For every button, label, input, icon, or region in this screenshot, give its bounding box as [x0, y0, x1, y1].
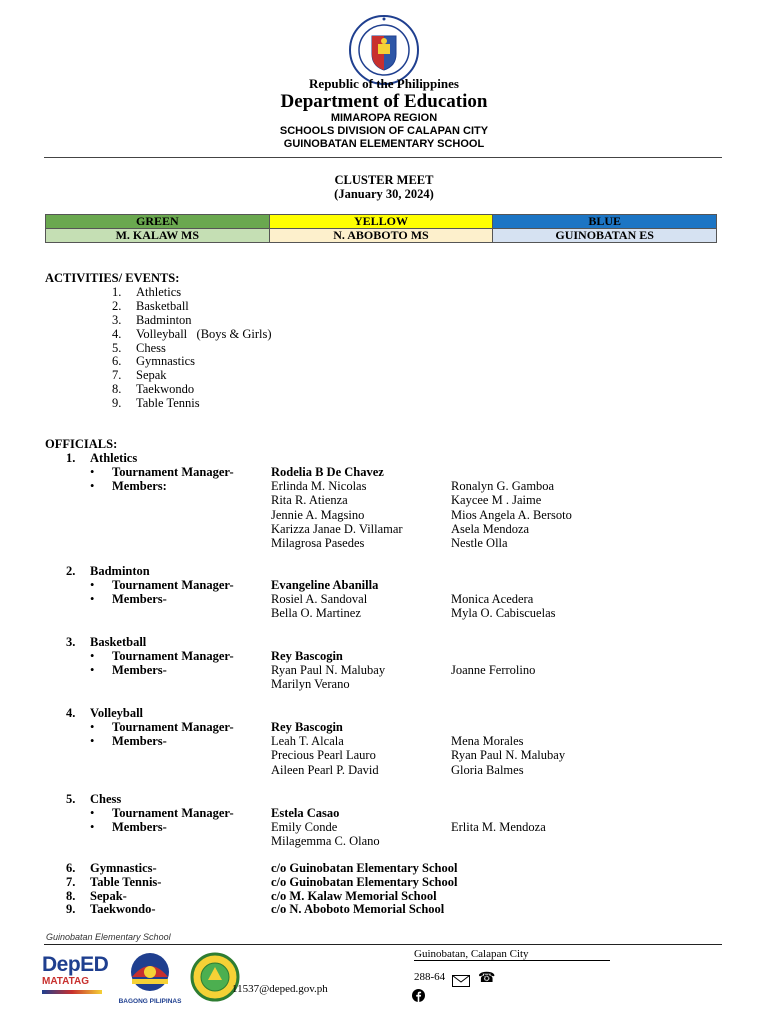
team-green-school: M. KALAW MS	[46, 229, 270, 243]
region-line: MIMAROPA REGION	[330, 112, 438, 124]
list-item: 4. Volleyball (Boys & Girls)	[112, 326, 272, 341]
list-item: 7. Table Tennis- c/o Guinobatan Elementary School	[66, 874, 458, 889]
list-item: 9. Taekwondo- c/o N. Aboboto Memorial School	[66, 902, 445, 917]
mail-icon[interactable]	[452, 974, 470, 992]
doc-title: CLUSTER MEET	[334, 173, 434, 187]
footer-email[interactable]: 11537@deped.gov.ph	[232, 983, 328, 995]
members-row: • Members: Erlinda M. Nicolas Ronalyn G. Gamboa	[90, 479, 555, 494]
section-title: 5. Chess	[66, 792, 122, 806]
doc-date: (January 30, 2024)	[334, 187, 434, 201]
members-row: • Members- Leah T. Alcala Mena Morales	[90, 734, 524, 749]
officials-section-badminton	[66, 564, 726, 621]
tm-row: • Tournament Manager- Rodelia B De Chavez	[90, 465, 384, 479]
team-school-row	[46, 229, 717, 243]
team-green-color: GREEN	[46, 215, 270, 229]
activities-heading: ACTIVITIES/ EVENTS:	[45, 271, 180, 285]
footer-phone: 288-64	[414, 971, 446, 983]
team-yellow-color: YELLOW	[269, 215, 493, 229]
list-item: 8. Sepak- c/o M. Kalaw Memorial School	[66, 888, 437, 903]
team-blue-color: BLUE	[493, 215, 717, 229]
school-line: GUINOBATAN ELEMENTARY SCHOOL	[283, 138, 485, 150]
address-underline	[414, 960, 610, 961]
division-line: SCHOOLS DIVISION OF CALAPAN CITY	[279, 125, 489, 137]
tm-row: • Tournament Manager- Evangeline Abanilla	[90, 578, 379, 592]
footer-school-tag: Guinobatan Elementary School	[46, 932, 171, 942]
members-row: • Members- Rosiel A. Sandoval Monica Acedera	[90, 592, 534, 607]
team-yellow-school: N. ABOBOTO MS	[269, 229, 493, 243]
members-row: Aileen Pearl P. David Gloria Balmes	[271, 762, 524, 777]
list-item: 5. Chess	[112, 340, 166, 355]
bagong-pilipinas-logo: BAGONG PILIPINAS	[118, 951, 182, 1003]
list-item: 3. Badminton	[112, 312, 192, 327]
members-row: Karizza Janae D. Villamar Asela Mendoza	[271, 521, 530, 536]
list-item: 6. Gymnastics	[112, 354, 196, 369]
list-item: 6. Gymnastics- c/o Guinobatan Elementary School	[66, 861, 458, 875]
header-divider	[44, 157, 722, 158]
officials-section-basketball	[66, 635, 726, 692]
officials-section-athletics	[66, 451, 726, 550]
list-item: 9. Table Tennis	[112, 396, 200, 411]
list-item: 7. Sepak	[112, 368, 167, 383]
team-blue-school: GUINOBATAN ES	[493, 229, 717, 243]
officials-section-volleyball	[66, 706, 726, 777]
members-row: • Members- Ryan Paul N. Malubay Joanne Ferrolino	[90, 663, 536, 678]
department-title: Department of Education	[280, 91, 488, 112]
deped-matatag-logo: DepED MATATAG	[42, 954, 112, 1000]
section-title: 1. Athletics	[66, 451, 138, 465]
footer-divider	[44, 944, 722, 945]
members-row: Bella O. Martinez Myla O. Cabiscuelas	[271, 606, 556, 621]
facebook-icon[interactable]	[412, 989, 425, 1007]
section-title: 3. Basketball	[66, 635, 147, 649]
list-item: 1. Athletics	[112, 285, 182, 299]
section-title: 2. Badminton	[66, 564, 150, 578]
team-color-row	[46, 215, 717, 229]
phone-icon: ☎	[478, 971, 496, 986]
officials-section-chess	[66, 792, 726, 849]
care-of-list	[66, 862, 726, 917]
country-line: Republic of the Philippines	[309, 76, 459, 91]
members-row: Milagemma C. Olano	[271, 834, 380, 849]
list-item: 2. Basketball	[112, 298, 189, 313]
section-title: 4. Volleyball	[66, 706, 144, 720]
tm-row: • Tournament Manager- Rey Bascogin	[90, 720, 343, 734]
teams-table	[45, 214, 717, 243]
activities-list	[112, 286, 272, 411]
members-row: Milagrosa Pasedes Nestle Olla	[271, 535, 508, 550]
members-row: Precious Pearl Lauro Ryan Paul N. Malubay	[271, 748, 566, 763]
members-row: Marilyn Verano	[271, 677, 350, 692]
members-row: • Members- Emily Conde Erlita M. Mendoza	[90, 820, 546, 835]
members-row: Jennie A. Magsino Mios Angela A. Bersoto	[271, 507, 572, 522]
officials-heading: OFFICIALS:	[45, 437, 118, 451]
tm-row: • Tournament Manager- Rey Bascogin	[90, 649, 343, 663]
list-item: 8. Taekwondo	[112, 382, 195, 397]
footer-address: Guinobatan, Calapan City	[414, 948, 529, 960]
tm-row: • Tournament Manager- Estela Casao	[90, 806, 340, 820]
members-row: Rita R. Atienza Kaycee M . Jaime	[271, 493, 542, 508]
